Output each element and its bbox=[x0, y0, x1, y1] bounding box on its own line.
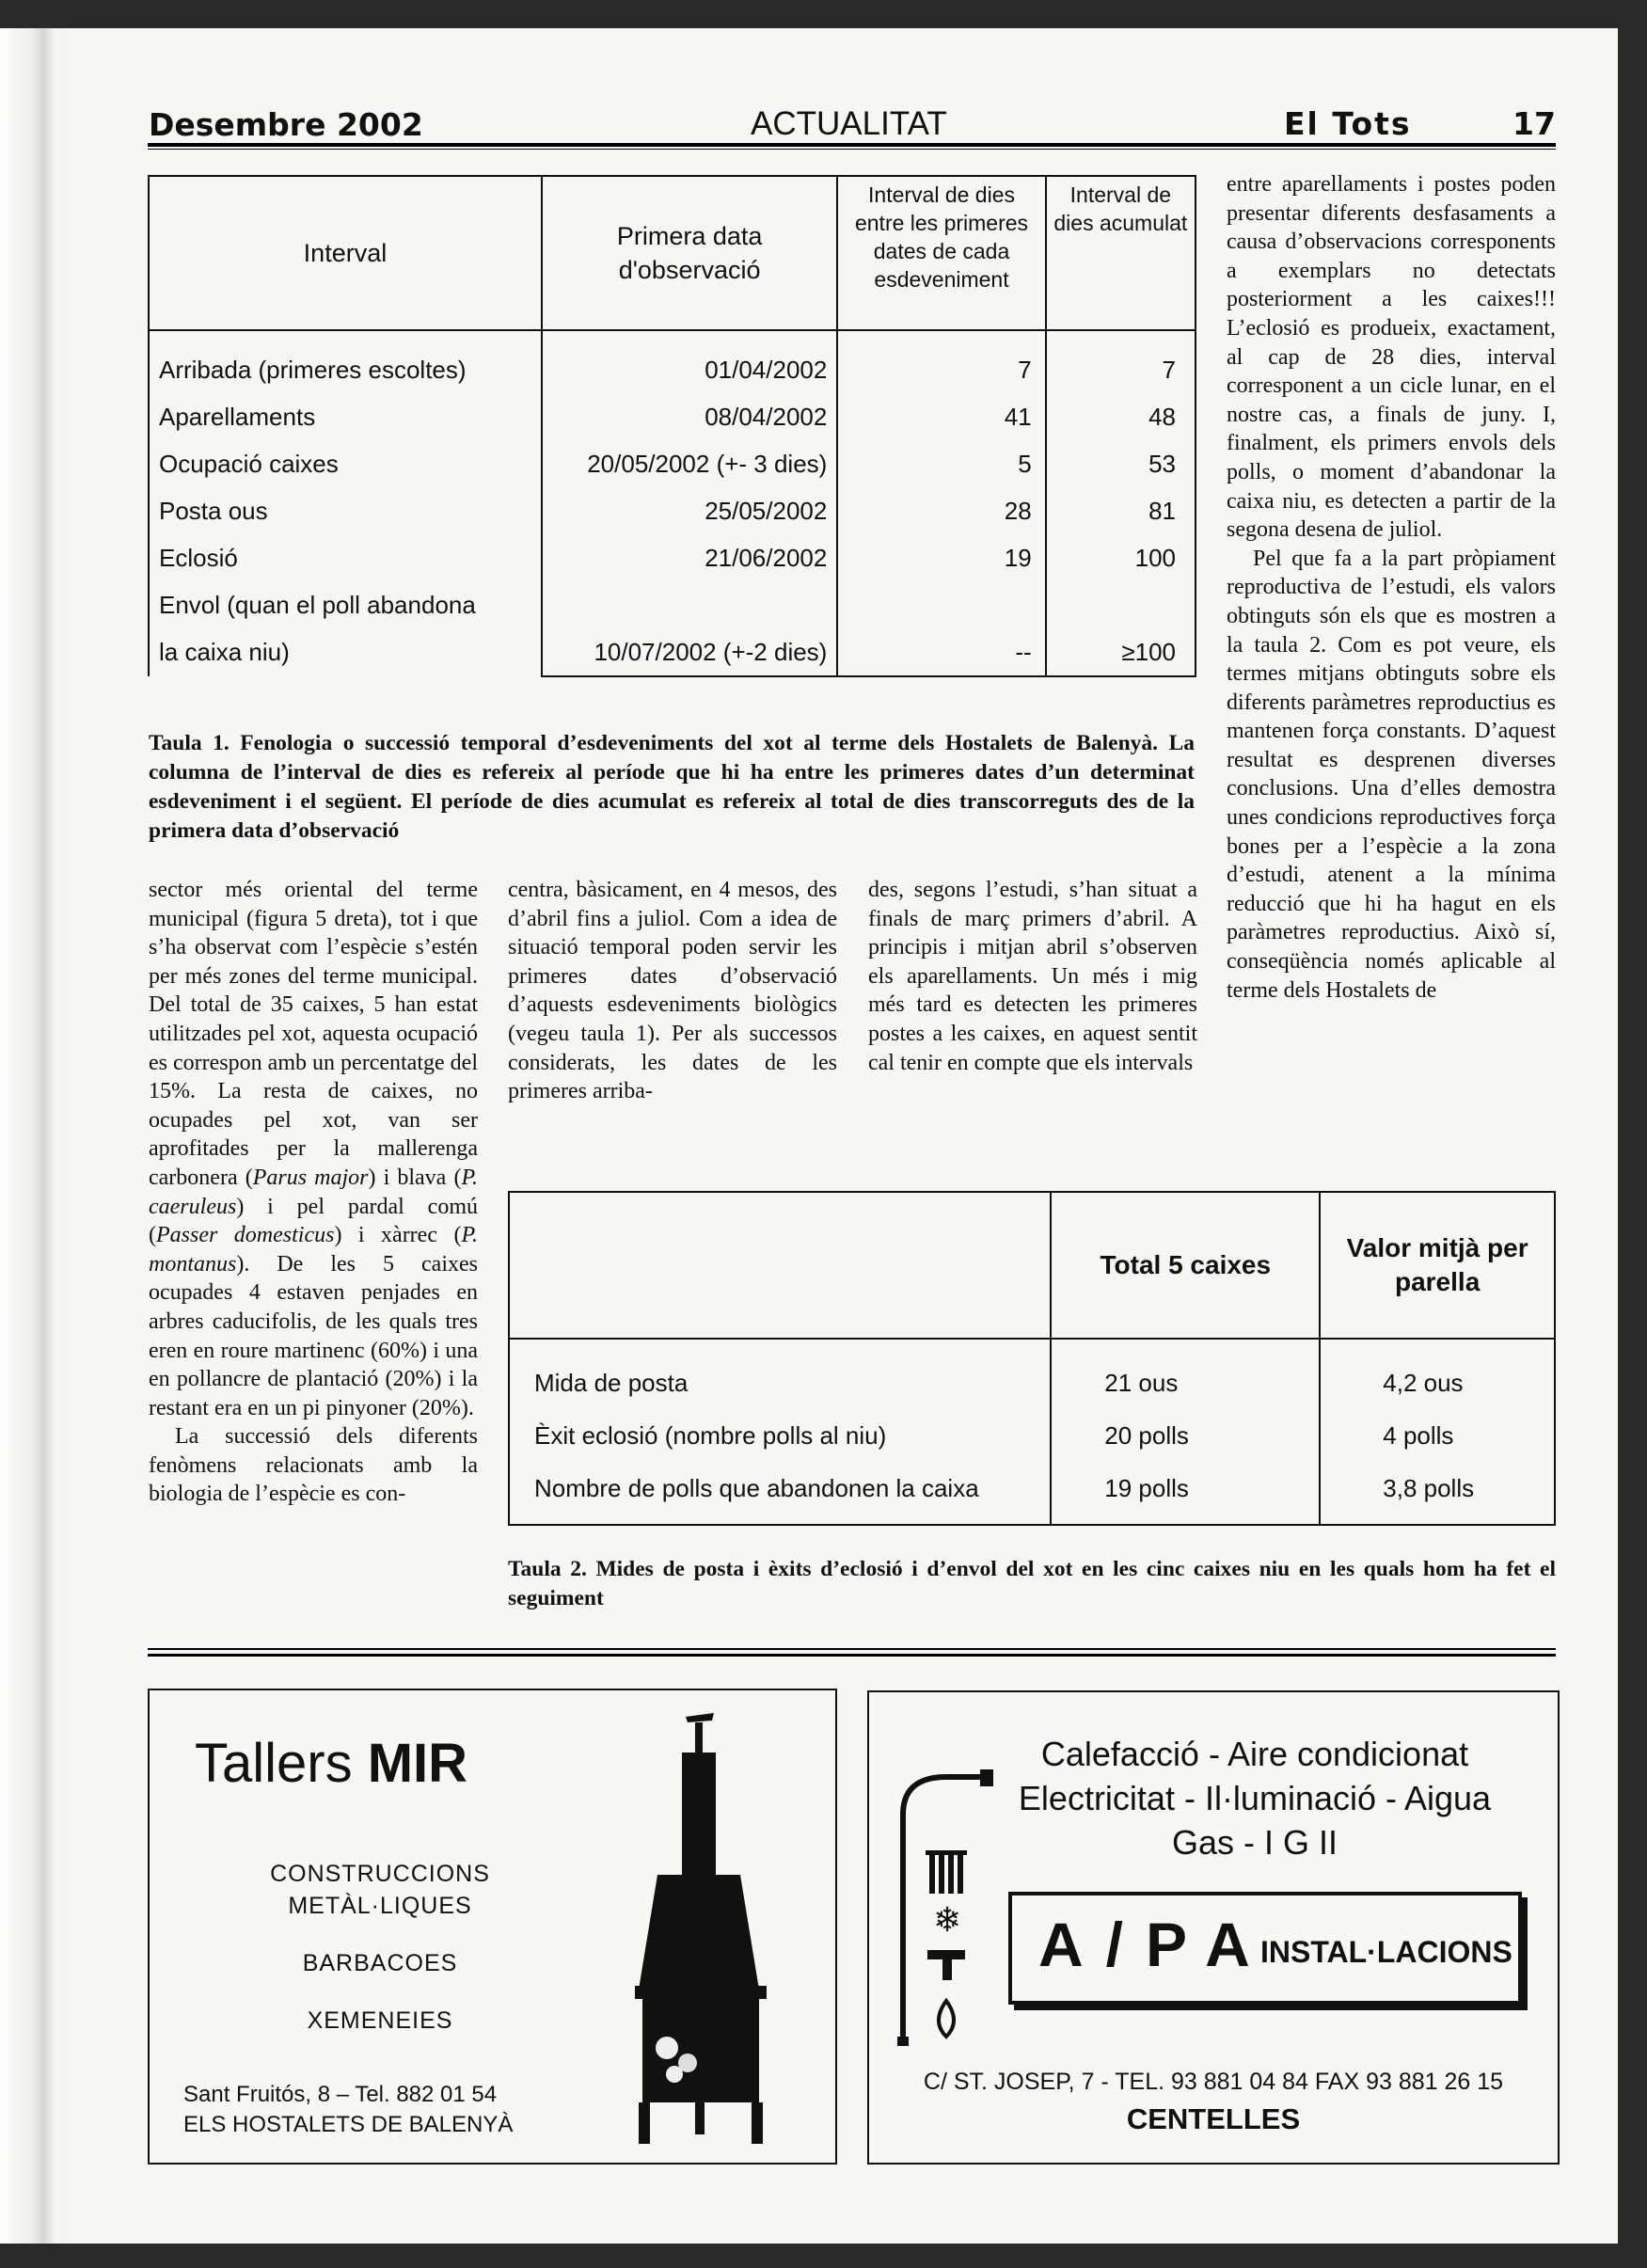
ad-logo bbox=[1008, 1892, 1522, 2005]
ad-town: CENTELLES bbox=[1126, 2102, 1301, 2135]
table-header-row bbox=[149, 176, 1196, 330]
page-spine bbox=[0, 28, 73, 2244]
ad-address: C/ ST. JOSEP, 7 - TEL. 93 881 04 84 FAX 93 881 26 15 bbox=[923, 2069, 1504, 2095]
col-header-first-date: Primera data d'observació bbox=[542, 176, 837, 330]
table1-caption: Taula 1. Fenologia o successió temporal d’esdeveniments del xot al terme dels Hostalets de Balenyà. La columna de l’interval de dies es refereix al període que hi ha entre les primeres dates d’un determinat esdeveniment i el següent. El període de dies acumulat es refereix al total de dies transcorreguts des de la primera data d’observació bbox=[149, 731, 1195, 843]
table-cell-parameter: Mida de posta Èxit eclosió (nombre polls al niu) Nombre de polls que abandonen la caixa bbox=[509, 1339, 1051, 1525]
table-row bbox=[509, 1339, 1555, 1525]
table2-caption: Taula 2. Mides de posta i èxits d’eclosió i d’envol del xot en les cinc caixes niu en les quals hom ha fet el seguiment bbox=[508, 1557, 1556, 1610]
barbecue-chimney-icon bbox=[601, 1707, 789, 2149]
ad-tallers-mir bbox=[148, 1689, 837, 2165]
right-column-text bbox=[1227, 170, 1556, 1005]
paragraph: Pel que fa a la part pròpiament reproductiva de l’estudi, els valors obtinguts són els que es mostren a la taula 2. Com es pot veure, els termes mitjans obtinguts sobre els diferents paràmetres reproductius es mantenen força constants. D’aquest resultat es desprenen diverses conclusions. Una d’elles demostra unes condicions reproductives força bones per a l’espècie a la zona d’estudi, atenent a la mínima reducció que hi ha hagut en els paràmetres reproductius. Això sí, conseqüència només aplicable al terme dels Hostalets de bbox=[1227, 546, 1556, 1003]
table-cell-cumulative: 7 48 53 81 100 ≥100 bbox=[1046, 330, 1196, 676]
magazine-name: El Tots bbox=[1284, 105, 1412, 142]
footer-rule bbox=[148, 1648, 1556, 1650]
utilities-icon bbox=[890, 1758, 1003, 2050]
column-3-text bbox=[868, 876, 1197, 1077]
table-cell-event: Arribada (primeres escoltes) Aparellaments Ocupació caixes Posta ous Eclosió Envol (quan el poll abandona la caixa niu) bbox=[149, 330, 542, 676]
col-header-average: Valor mitjà per parella bbox=[1320, 1192, 1555, 1339]
col-header-cumulative: Interval de dies acumulat bbox=[1046, 176, 1196, 330]
col-header-total: Total 5 caixes bbox=[1051, 1192, 1320, 1339]
paragraph: des, segons l’estudi, s’han situat a finals de març primers d’abril. A principis i mitjan abril s’observen els aparellaments. Un més i mig més tard es detecten les primeres postes a les caixes, en aquest sentit cal tenir en compte que els intervals bbox=[868, 878, 1197, 1075]
column-1-text bbox=[149, 876, 478, 1509]
logo-caption: INSTAL·LACIONS bbox=[1260, 1935, 1512, 1969]
col-header-blank bbox=[509, 1192, 1051, 1339]
paragraph: La successió dels diferents fenòmens relacionats amb la biologia de l’espècie es con- bbox=[149, 1424, 478, 1507]
table-row bbox=[149, 330, 1196, 676]
ad-services: CONSTRUCCIONS METÀL·LIQUES BARBACOES XEMENEIES bbox=[270, 1861, 490, 2034]
col-header-interval: Interval bbox=[149, 176, 542, 330]
paragraph: sector més oriental del terme municipal (figura 5 dreta), tot i que s’ha observat com l’espècie s’estén per més zones del terme municipal. Del total de 35 caixes, 5 han estat utilitzades pel xot, aquesta ocupació es correspon amb un percentatge del 15%. La resta de caixes, no ocupades pel xot, van ser aprofitades per la mallerenga carbonera (Parus major) i blava (P. caeruleus) i pel pardal comú (Passer domesticus) i xàrrec (P. montanus). De les 5 caixes ocupades 4 estaven penjades en arbres caducifolis, de les quals tres eren en roure martinenc (60%) i una en pollancre de plantació (20%) i la restant era en un pi pinyoner (20%). bbox=[149, 878, 479, 1420]
issue-date: Desembre 2002 bbox=[149, 106, 423, 143]
ad-services: Calefacció - Aire condicionat Electricitat - Il·luminació - Aigua Gas - I G II bbox=[1018, 1735, 1492, 1862]
logo-letters: A/PA bbox=[1038, 1910, 1273, 1979]
reproduction-table bbox=[508, 1191, 1556, 1526]
table-cell-date: 01/04/2002 08/04/2002 20/05/2002 (+- 3 dies) 25/05/2002 21/06/2002 10/07/2002 (+-2 dies) bbox=[542, 330, 837, 676]
table-cell-total: 21 ous 20 polls 19 polls bbox=[1051, 1339, 1320, 1525]
ad-address: Sant Fruitós, 8 – Tel. 882 01 54 ELS HOSTALETS DE BALENYÀ bbox=[183, 2082, 514, 2137]
column-2-text bbox=[508, 876, 837, 1106]
header-rule-thin bbox=[148, 149, 1556, 150]
svg-text:❄: ❄ bbox=[933, 1901, 962, 1940]
col-header-day-interval: Interval de dies entre les primeres dates de cada esdeveniment bbox=[837, 176, 1045, 330]
table-cell-days: 7 41 5 28 19 -- bbox=[837, 330, 1045, 676]
phenology-table bbox=[148, 175, 1196, 677]
paragraph: entre aparellaments i postes poden presentar diferents desfasaments a causa d’observacions corresponents a exemplars no detectats posteriorment a les caixes!!! L’eclosió es produeix, exactament, al cap de 28 dies, interval corresponent a un cicle lunar, en el nostre cas, a finals de juny. I, finalment, els primers envols dels polls, o moment d’abandonar la caixa niu, es detecten a partir de la segona desena de juliol. bbox=[1227, 172, 1556, 543]
table-header-row bbox=[509, 1192, 1555, 1339]
page-number: 17 bbox=[1512, 105, 1556, 142]
ad-aspa bbox=[867, 1690, 1560, 2165]
ad-brand: Tallers MIR bbox=[195, 1733, 468, 1794]
section-title: ACTUALITAT bbox=[751, 105, 947, 142]
paragraph: centra, bàsicament, en 4 mesos, des d’abril fins a juliol. Com a idea de situació temporal poden servir les primeres dates d’observació d’aquests esdeveniments biològics (vegeu taula 1). Per als successos considerats, les dates de les primeres arriba- bbox=[508, 878, 837, 1104]
footer-rule-thick bbox=[148, 1654, 1556, 1657]
header-rule bbox=[148, 143, 1556, 147]
table-cell-average: 4,2 ous 4 polls 3,8 polls bbox=[1320, 1339, 1555, 1525]
